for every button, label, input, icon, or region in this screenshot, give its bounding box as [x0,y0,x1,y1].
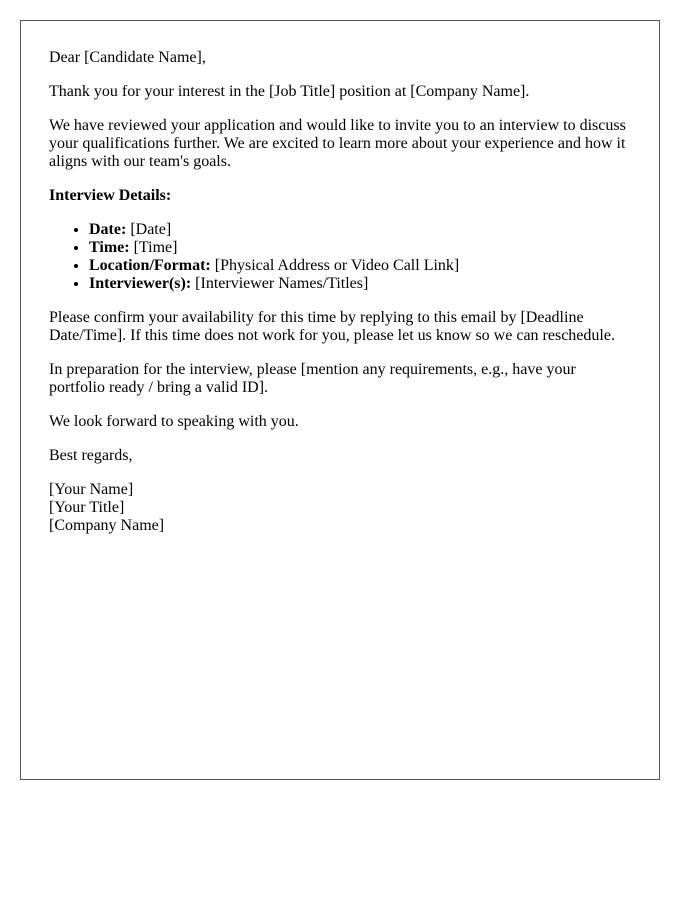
signature-title: [Your Title] [49,499,125,516]
detail-location [89,257,631,275]
signature-company: [Company Name] [49,517,165,534]
detail-label: Location/Format: [89,257,211,274]
greeting: Dear [Candidate Name], [49,49,206,66]
sign-off: Best regards, [49,447,133,464]
detail-label: Interviewer(s): [89,275,192,292]
signature-name: [Your Name] [49,481,134,498]
letter-frame [20,20,660,780]
closing-line: We look forward to speaking with you. [49,413,299,430]
signature-block [49,481,631,535]
intro-paragraph: Thank you for your interest in the [Job Title] position at [Company Name]. [49,83,530,100]
details-list [49,221,631,293]
confirm-paragraph: Please confirm your availability for this time by replying to this email by [Deadline Date/Time]. If this time does not work for you, please let us know so we can reschedule. [49,309,615,344]
detail-date [89,221,631,239]
detail-time [89,239,631,257]
detail-value: [Date] [130,221,172,238]
detail-label: Time: [89,239,130,256]
invitation-paragraph: We have reviewed your application and would like to invite you to an interview to discuss your qualifications further. We are excited to learn more about your experience and how it aligns with our team's goals. [49,117,626,170]
details-heading: Interview Details: [49,187,172,204]
detail-interviewers [89,275,631,293]
detail-value: [Time] [133,239,178,256]
detail-value: [Physical Address or Video Call Link] [214,257,460,274]
detail-label: Date: [89,221,127,238]
preparation-paragraph: In preparation for the interview, please [mention any requirements, e.g., have your portfolio ready / bring a valid ID]. [49,361,576,396]
detail-value: [Interviewer Names/Titles] [195,275,369,292]
